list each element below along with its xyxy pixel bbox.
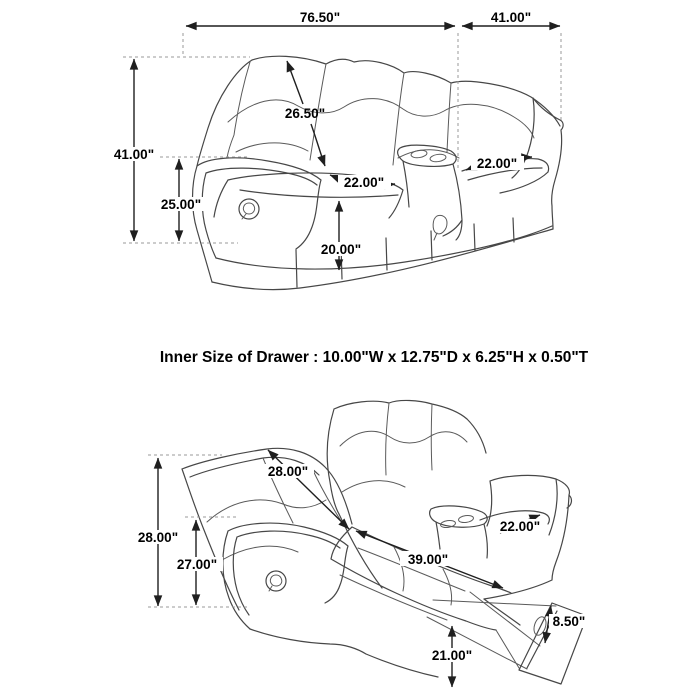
cup-holder-right: [430, 153, 447, 162]
backrest-seams: [227, 62, 534, 165]
backrest-outline: [197, 56, 560, 166]
dimension-label: 41.00": [113, 147, 155, 162]
dimension-label: 76.50": [299, 10, 341, 25]
handle-ring: [239, 199, 259, 219]
dim-arm-height: [155, 159, 207, 241]
dim-back-length: [285, 61, 325, 166]
dim-overall-height: [108, 59, 160, 241]
right-backrest-seams: [340, 403, 467, 492]
dim-overall-width: [186, 10, 455, 26]
reclined-view: [132, 400, 591, 687]
dimension-label: 22.00": [476, 156, 518, 171]
dim-overall-depth: [462, 10, 560, 26]
dimension-arrow-up: [287, 61, 303, 104]
dimension-label: 20.00": [320, 242, 362, 257]
dimension-label: 27.00": [176, 557, 218, 572]
console-drawer-pull: [433, 215, 447, 240]
base-reclined: [250, 514, 438, 677]
extended-legrest-cushion: [331, 527, 511, 630]
handle-ring: [266, 571, 286, 591]
dim-overall-height-reclined: [132, 458, 184, 606]
dimension-label: 25.00": [160, 197, 202, 212]
dim-footrest-height: [425, 626, 479, 687]
base-skirt: [212, 218, 553, 290]
dimension-arrow-down: [311, 124, 325, 166]
recliner-handle-icon: [239, 199, 259, 219]
left-arm: [193, 158, 322, 282]
dimension-label: 22.00": [343, 175, 385, 190]
center-console-reclined: [430, 506, 488, 558]
handle-lever: [242, 203, 255, 219]
dim-left-seat-width: [330, 175, 395, 190]
dim-right-seat-width: [466, 156, 532, 171]
upright-view: [108, 10, 563, 290]
dim-recline-depth: [356, 531, 503, 588]
cup-holders-reclined-icon: [440, 515, 474, 529]
dimension-label: 26.50": [284, 106, 326, 121]
dimension-label: 22.00": [499, 519, 541, 534]
right-arm-reclined: [484, 475, 571, 599]
dimension-label: 28.00": [267, 464, 309, 479]
dimension-label: 21.00": [431, 648, 473, 663]
handle-lever: [269, 575, 282, 591]
dim-footrest-depth: [545, 606, 591, 643]
dimension-label: 39.00": [407, 552, 449, 567]
cup-holder-right: [458, 515, 474, 524]
dimension-line: [268, 450, 349, 529]
left-arm-reclined: [223, 523, 348, 629]
recliner-handle-reclined-icon: [266, 571, 286, 591]
dim-seat-width-reclined: [494, 515, 546, 534]
right-backrest: [327, 400, 486, 514]
dim-back-length-reclined: [262, 450, 349, 529]
dimension-label: 41.00": [490, 10, 532, 25]
dimension-label: 8.50": [552, 614, 586, 629]
loveseat-upright-drawing: [193, 56, 564, 289]
dimension-label: 28.00": [137, 530, 179, 545]
drawer-size-note: Inner Size of Drawer : 10.00"W x 12.75"D x 6.25"H x 0.50"T: [159, 349, 589, 366]
cup-holder-left: [411, 149, 428, 158]
